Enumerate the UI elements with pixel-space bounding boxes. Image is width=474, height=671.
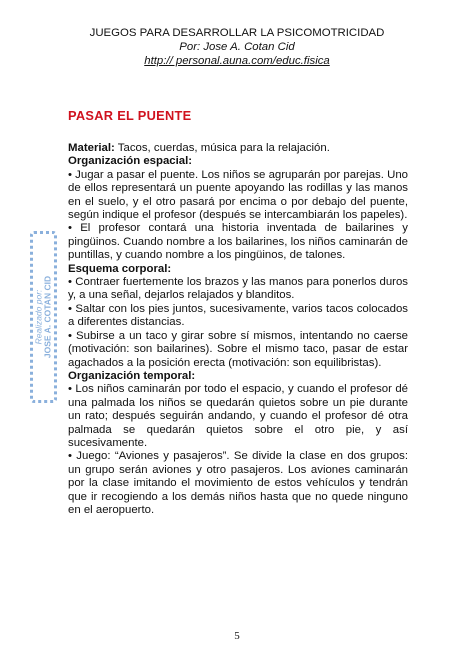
list-item: • Jugar a pasar el puente. Los niños se agruparán por parejas. Uno de ellos representará un puente apoyando las rodillas y las manos en el suelo, y el otro pasará por encima o por debajo del puente, según indique el profesor (después se intercambiarán los papeles). [68,168,408,222]
list-item: • Saltar con los pies juntos, sucesivamente, varios tacos colocados a diferentes distancias. [68,302,408,329]
page-number: 5 [234,630,240,642]
heading-organizacion-espacial: Organización espacial: [68,155,193,168]
list-item: • El profesor contará una historia inventada de bailarines y pingüinos. Cuando nombre a los bailarines, los niños caminarán de puntillas, y cuando nombre a los pingüinos, de talones. [68,222,408,262]
stamp-text-line-1: Realizado por: [33,289,44,345]
heading-organizacion-temporal: Organización temporal: [68,369,196,382]
material-label: Material: [68,142,115,154]
heading-esquema-corporal: Esquema corporal: [68,262,172,275]
stamp-text-line-2: JOSE A. COTAN CID [42,275,53,359]
list-item: • Juego: “Aviones y pasajeros”. Se divide la clase en dos grupos: un grupo serán aviones y otro pasajeros. Los aviones caminarán por la clase imitando el movimiento de estos vehículos y tendrán que ir recogiendo a los demás niños hasta que no quede ninguno en el aeropuerto. [68,450,408,516]
stamp-graphic [33,234,54,400]
website-link[interactable]: http:// personal.auna.com/educ.fisica [144,55,330,67]
page-header [0,26,474,68]
material-text: Tacos, cuerdas, música para la relajación. [114,142,330,154]
section-title: PASAR EL PUENTE [68,108,192,123]
document-title: JUEGOS PARA DESARROLLAR LA PSICOMOTRICIDAD [89,27,385,39]
author-line: Por: Jose A. Cotan Cid [179,41,295,53]
document-body [68,142,408,517]
list-item: • Contraer fuertemente los brazos y las manos para ponerlos duros y, a una señal, dejarlos relajados y blanditos. [68,276,408,302]
author-watermark-stamp [30,231,57,403]
list-item: • Los niños caminarán por todo el espacio, y cuando el profesor dé una palmada los niños se quedarán quietos sobre un pie durante un rato; después seguirán andando, y cuando el profesor dé otra palmada se quedarán quietos sobre el otro pie, y así sucesivamente. [68,383,408,449]
material-paragraph [68,142,408,155]
list-item: • Subirse a un taco y girar sobre sí mismos, intentando no caerse (motivación: son bailarines). Sobre el mismo taco, pasar de estar agachados a la posición erecta (motivación: son equilibristas). [68,329,408,369]
